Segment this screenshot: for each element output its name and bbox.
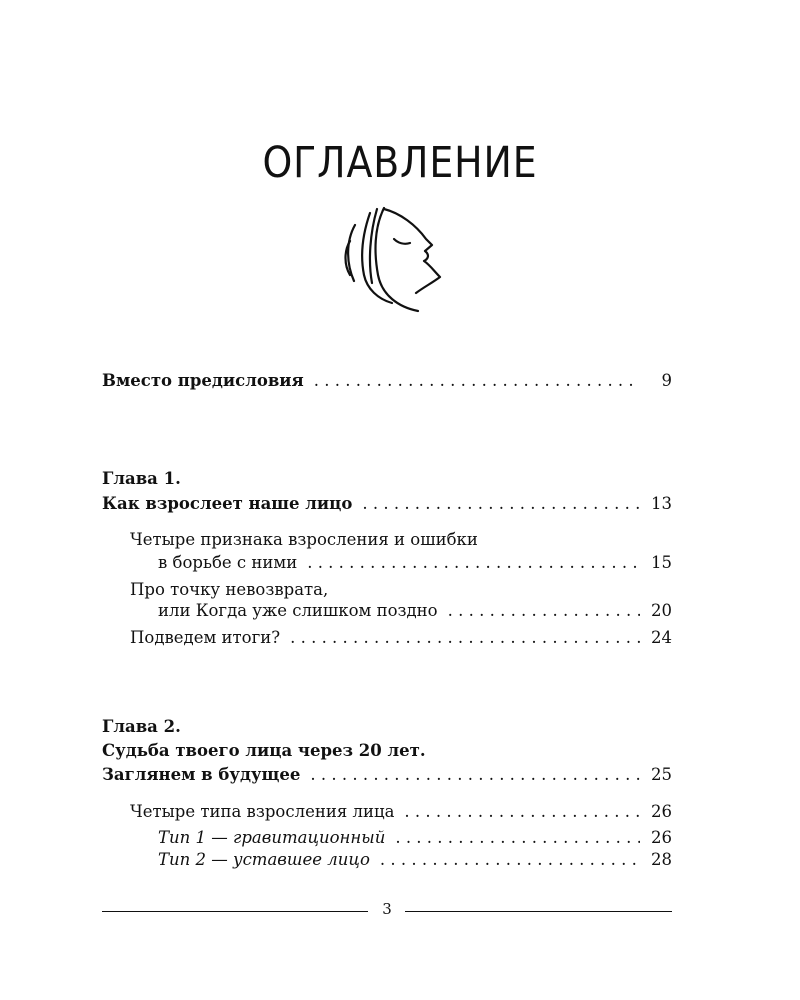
toc-entry-section-1-3[interactable] <box>130 628 672 648</box>
footer-rule-right <box>405 911 672 912</box>
toc-entry-label: Заглянем в будущее <box>102 765 301 784</box>
toc-entry-label-line <box>102 741 672 761</box>
chapter-1-label <box>102 469 672 489</box>
toc-entry-section-2-1[interactable] <box>130 802 672 822</box>
chapter-2-label <box>102 717 672 737</box>
toc-entry-section-1-2[interactable] <box>158 601 672 621</box>
chapter-number: Глава 1. <box>102 469 181 488</box>
footer-rule-left <box>102 911 368 912</box>
toc-entry-label: в борьбе с ними <box>158 553 298 572</box>
chapter-number: Глава 2. <box>102 717 181 736</box>
toc-page-number: 15 <box>651 553 672 572</box>
dot-leader <box>448 601 640 621</box>
toc-entry-label: Подведем итоги? <box>130 628 281 647</box>
toc-entry-chapter-2[interactable] <box>102 765 672 785</box>
toc-entry-label-line <box>130 530 672 550</box>
toc-entry-label: Судьба твоего лица через 20 лет. <box>102 741 426 760</box>
toc-page-number: 20 <box>651 601 672 620</box>
woman-face-line-art-icon <box>330 203 460 323</box>
dot-leader <box>362 494 640 514</box>
dot-leader <box>404 802 640 822</box>
toc-entry-chapter-1[interactable] <box>102 494 672 514</box>
toc-entry-label: Четыре типа взросления лица <box>130 802 395 821</box>
toc-page-number: 9 <box>661 371 672 390</box>
toc-entry-label: Вместо предисловия <box>102 371 304 390</box>
toc-page-number: 24 <box>651 628 672 647</box>
dot-leader <box>310 765 640 785</box>
dot-leader <box>314 371 640 391</box>
toc-entry-type-1[interactable] <box>158 828 672 848</box>
toc-page-number: 26 <box>651 828 672 847</box>
toc-entry-foreword[interactable] <box>102 371 672 391</box>
toc-entry-type-2[interactable] <box>158 850 672 870</box>
toc-page-number: 13 <box>651 494 672 513</box>
footer-page-number: 3 <box>382 900 392 918</box>
toc-entry-label: Как взрослеет наше лицо <box>102 494 353 513</box>
page-title: ОГЛАВЛЕНИЕ <box>262 138 538 188</box>
dot-leader <box>307 553 640 573</box>
dot-leader <box>380 850 640 870</box>
toc-page-number: 28 <box>651 850 672 869</box>
dot-leader <box>395 828 640 848</box>
toc-page-number: 26 <box>651 802 672 821</box>
toc-entry-label: или Когда уже слишком поздно <box>158 601 438 620</box>
toc-entry-section-1-1[interactable] <box>158 553 672 573</box>
toc-entry-label: Про точку невозврата, <box>130 580 329 599</box>
toc-entry-label: Тип 1 — гравитационный <box>158 828 386 847</box>
toc-entry-label: Четыре признака взросления и ошибки <box>130 530 478 549</box>
toc-entry-label-line <box>130 580 672 600</box>
toc-page-number: 25 <box>651 765 672 784</box>
dot-leader <box>290 628 640 648</box>
toc-entry-label: Тип 2 — уставшее лицо <box>158 850 370 869</box>
